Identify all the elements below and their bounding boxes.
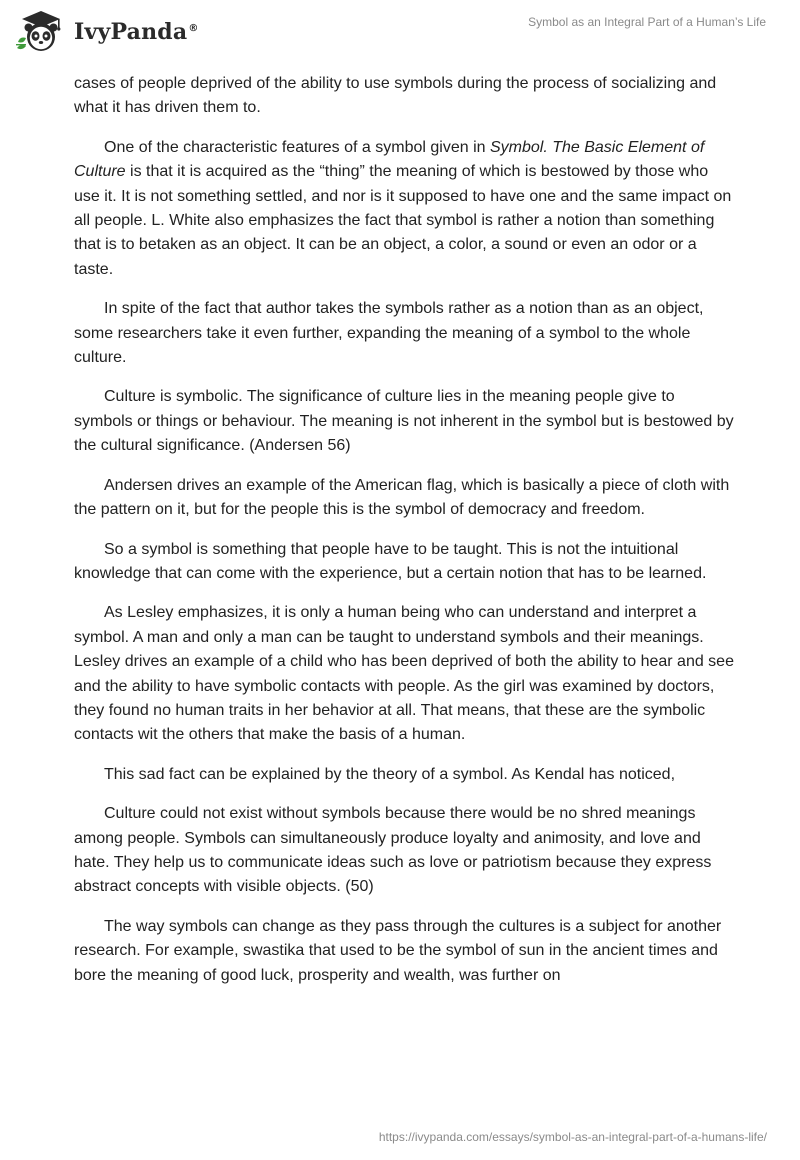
quote-andersen: Culture is symbolic. The significance of culture lies in the meaning people give to symbols or things or behaviour. The meaning is not inherent in the symbol but is bestowed by the cultural significance. (Andersen 56): [74, 388, 734, 455]
paragraph-text: One of the characteristic features of a symbol given in: [104, 138, 490, 156]
page-header: [0, 0, 800, 62]
paragraph-lesley: As Lesley emphasizes, it is only a human being who can understand and interpret a symbol. A man and only a man can be taught to understand symbols and their meanings. Lesley drives an example of a child who has been deprived of both the ability to hear and see and the ability to have symbolic contacts with people. As the girl was examined by doctors, they found no human traits in her behavior at all. That means, that these are the symbolic contacts wit the others that make the basis of a human.: [74, 604, 734, 744]
paragraph-continuation: cases of people deprived of the ability to use symbols during the process of socializing and what it has driven them to.: [74, 75, 717, 117]
paragraph-notion: In spite of the fact that author takes the symbols rather as a notion than as an object, some researchers take it even further, expanding the meaning of a symbol to the whole culture.: [74, 300, 704, 367]
quote-kendal: Culture could not exist without symbols because there would be no shred meanings among people. Symbols can simultaneously produce loyalty and animosity, and love and hate. They help us to communicate ideas such as love or patriotism because they express abstract concepts with visible objects. (50): [74, 805, 712, 896]
paragraph-symbol-features: [74, 136, 734, 282]
article-body: [74, 72, 734, 1003]
cited-work-title: Symbol. The Basic Element of Culture: [74, 138, 705, 181]
source-url[interactable]: https://ivypanda.com/essays/symbol-as-an-integral-part-of-a-humans-life/: [378, 1130, 767, 1144]
paragraph-swastika: The way symbols can change as they pass through the cultures is a subject for another research. For example, swastika that used to be the symbol of sun in the ancient times and bore the meaning of good luck, prosperity and wealth, was further on: [74, 917, 722, 984]
paragraph-text: is that it is acquired as the “thing” the meaning of which is bestowed by those who use it. It is not something settled, and nor is it supposed to have one and the same impact on all people. L. White also emphasizes the fact that symbol is rather a notion than something that is to betaken as an object. It can be an object, a color, a sound or even an odor or a taste.: [74, 163, 732, 278]
paragraph-american-flag: Andersen drives an example of the American flag, which is basically a piece of cloth with the pattern on it, but for the people this is the symbol of democracy and freedom.: [74, 476, 730, 519]
brand-registered-mark: ®: [188, 22, 199, 34]
brand-name: [74, 19, 199, 45]
panda-graduate-logo-icon: [14, 6, 68, 56]
paragraph-kendal-intro: This sad fact can be explained by the theory of a symbol. As Kendal has noticed,: [104, 765, 676, 783]
document-title: Symbol as an Integral Part of a Human’s Life: [528, 15, 766, 29]
paragraph-taught: So a symbol is something that people have to be taught. This is not the intuitional knowledge that can come with the experience, but a certain notion that has to be learned.: [74, 540, 707, 582]
brand-name-text: IvyPanda: [74, 19, 188, 45]
ivypanda-logo[interactable]: [14, 6, 199, 56]
